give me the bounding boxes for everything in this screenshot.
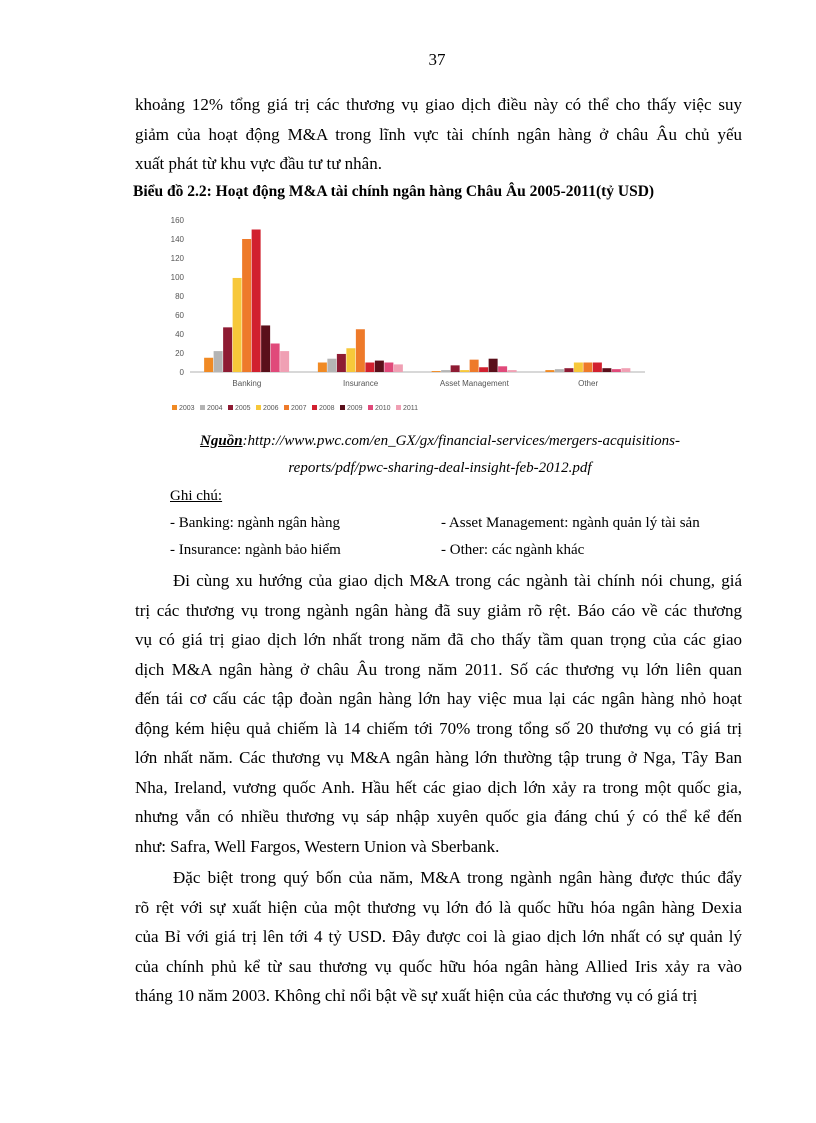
bar-2009-asset-management: [489, 359, 498, 372]
chart-caption: Biểu đồ 2.2: Hoạt động M&A tài chính ngân hàng Châu Âu 2005-2011(tỷ USD): [133, 183, 655, 200]
y-tick-label: 160: [170, 216, 184, 225]
bar-2005-asset-management: [451, 365, 460, 372]
bar-2005-other: [564, 368, 573, 372]
source-label: Nguồn: [200, 433, 243, 449]
text-line: như: Safra, Well Fargos, Western Union và Sberbank.: [135, 836, 500, 856]
body-paragraph-2: [135, 863, 742, 1011]
text-line: khoảng 12% tổng giá trị các thương vụ giao dịch điều này có thể cho thấy việc suy: [135, 95, 742, 114]
bar-2004-insurance: [327, 359, 336, 372]
y-tick-label: 140: [170, 235, 184, 244]
text-line: vụ có giá trị giao dịch lớn nhất trong năm đã cho thấy tầm quan trọng của các giao: [135, 630, 742, 649]
bar-2006-insurance: [346, 348, 355, 372]
bar-2010-other: [612, 369, 621, 372]
bar-2006-banking: [233, 278, 242, 372]
text-line: đến tái cơ cấu các tập đoàn ngân hàng lớn hay việc mua lại các ngân hàng nhỏ hoạt: [135, 689, 742, 708]
bar-2009-banking: [261, 325, 270, 372]
note-asset-management: - Asset Management: ngành quản lý tài sản: [441, 515, 700, 531]
legend-swatch: [172, 405, 177, 410]
bar-2004-other: [555, 369, 564, 372]
legend-label: 2007: [291, 405, 307, 412]
legend-label: 2006: [263, 405, 279, 412]
y-tick-label: 100: [170, 273, 184, 282]
bar-2008-insurance: [365, 363, 374, 373]
note-banking: - Banking: ngành ngân hàng: [170, 515, 340, 531]
text-line: của chính phủ kể từ sau thương vụ quốc hữu hóa ngân hàng Allied Iris xảy ra vào: [135, 956, 742, 976]
bar-2008-banking: [252, 230, 261, 373]
text-line: nhưng vẫn có nhiều thương vụ sáp nhập xuyên quốc gia đáng chú ý có thể kể đến: [135, 807, 742, 826]
text-line: xuất phát từ khu vực đầu tư tư nhân.: [135, 154, 382, 173]
bar-2008-other: [593, 363, 602, 373]
legend-swatch: [340, 405, 345, 410]
y-tick-label: 20: [175, 349, 184, 358]
y-tick-label: 0: [179, 368, 184, 377]
text-line: trị các thương vụ trong ngành ngân hàng đã suy giảm rõ rệt. Báo cáo về các thương: [135, 600, 742, 620]
y-tick-label: 80: [175, 292, 184, 301]
y-tick-label: 40: [175, 330, 184, 339]
bar-2010-banking: [271, 344, 280, 373]
bar-2011-insurance: [394, 364, 403, 372]
bar-2007-insurance: [356, 329, 365, 372]
source-url-line2: reports/pdf/pwc-sharing-deal-insight-feb-2012.pdf: [288, 460, 592, 476]
legend-label: 2010: [375, 405, 391, 412]
bar-2008-asset-management: [479, 367, 488, 372]
bar-2003-banking: [204, 358, 213, 372]
bar-2011-other: [621, 368, 630, 372]
text-line: Đặc biệt trong quý bốn của năm, M&A trong ngành ngân hàng được thúc đẩy: [173, 868, 742, 887]
text-line: giảm của hoạt động M&A trong lĩnh vực tài chính ngân hàng ở châu Âu chủ yếu: [135, 124, 742, 144]
bar-2003-other: [545, 370, 554, 372]
legend-label: 2004: [207, 405, 223, 412]
note-other: - Other: các ngành khác: [441, 542, 585, 558]
text-line: động kém hiệu quả chiếm là 14 chiếm tới 70% trong tổng số 20 thương vụ có giá trị: [135, 718, 742, 738]
bar-2006-other: [574, 363, 583, 373]
legend-swatch: [256, 405, 261, 410]
x-tick-label: Other: [578, 379, 599, 388]
text-line: rõ rệt với sự xuất hiện của một thương vụ lớn đó là quốc hữu hóa ngân hàng Dexia: [135, 897, 742, 917]
bar-2009-insurance: [375, 361, 384, 372]
bar-2010-asset-management: [498, 366, 507, 372]
bar-chart: [160, 210, 650, 425]
legend-label: 2003: [179, 405, 195, 412]
body-paragraph-1: [135, 566, 742, 861]
legend-label: 2009: [347, 405, 363, 412]
legend-swatch: [284, 405, 289, 410]
legend-swatch: [368, 405, 373, 410]
bar-2003-insurance: [318, 363, 327, 373]
bar-2011-asset-management: [508, 370, 517, 372]
legend-swatch: [312, 405, 317, 410]
bar-2009-other: [602, 368, 611, 372]
chart-source: [140, 428, 740, 482]
bar-2006-asset-management: [460, 370, 469, 372]
text-line: dịch M&A ngân hàng ở châu Âu trong năm 2011. Số các thương vụ lớn liên quan: [135, 659, 742, 679]
notes-title: Ghi chú:: [170, 488, 223, 504]
legend-label: 2011: [403, 405, 419, 412]
bar-2007-banking: [242, 239, 251, 372]
bar-2007-other: [583, 363, 592, 373]
bar-2007-asset-management: [470, 360, 479, 372]
source-url-line1: :http://www.pwc.com/en_GX/gx/financial-services/mergers-acquisitions-: [242, 433, 680, 449]
text-line: của Bỉ với giá trị lên tới 4 tỷ USD. Đây được coi là giao dịch lớn nhất có sự quản lý: [135, 927, 742, 946]
intro-paragraph: [135, 90, 742, 179]
text-line: tháng 10 năm 2003. Không chỉ nổi bật về sự xuất hiện của các thương vụ có giá trị: [135, 986, 698, 1005]
x-tick-label: Banking: [232, 379, 262, 388]
y-tick-label: 120: [170, 254, 184, 263]
bar-2004-asset-management: [441, 370, 450, 372]
bar-2003-asset-management: [432, 371, 441, 372]
x-tick-label: Asset Management: [439, 379, 509, 388]
text-line: Nha, Ireland, vương quốc Anh. Hầu hết các giao dịch lớn xảy ra trong một quốc gia,: [135, 777, 742, 797]
y-tick-label: 60: [175, 311, 184, 320]
bar-2005-insurance: [337, 354, 346, 372]
page-number: 37: [428, 50, 446, 69]
legend-swatch: [228, 405, 233, 410]
legend-label: 2008: [319, 405, 335, 412]
bar-2004-banking: [214, 351, 223, 372]
legend-swatch: [200, 405, 205, 410]
bar-2010-insurance: [384, 363, 393, 373]
legend-label: 2005: [235, 405, 251, 412]
text-line: Đi cùng xu hướng của giao dịch M&A trong các ngành tài chính nói chung, giá: [173, 571, 742, 590]
x-tick-label: Insurance: [343, 379, 379, 388]
bar-2005-banking: [223, 327, 232, 372]
text-line: lớn nhất năm. Các thương vụ M&A ngân hàng lớn thường tập trung ở Nga, Tây Ban: [135, 748, 742, 767]
note-insurance: - Insurance: ngành bảo hiểm: [170, 542, 341, 558]
legend-swatch: [396, 405, 401, 410]
bar-2011-banking: [280, 351, 289, 372]
